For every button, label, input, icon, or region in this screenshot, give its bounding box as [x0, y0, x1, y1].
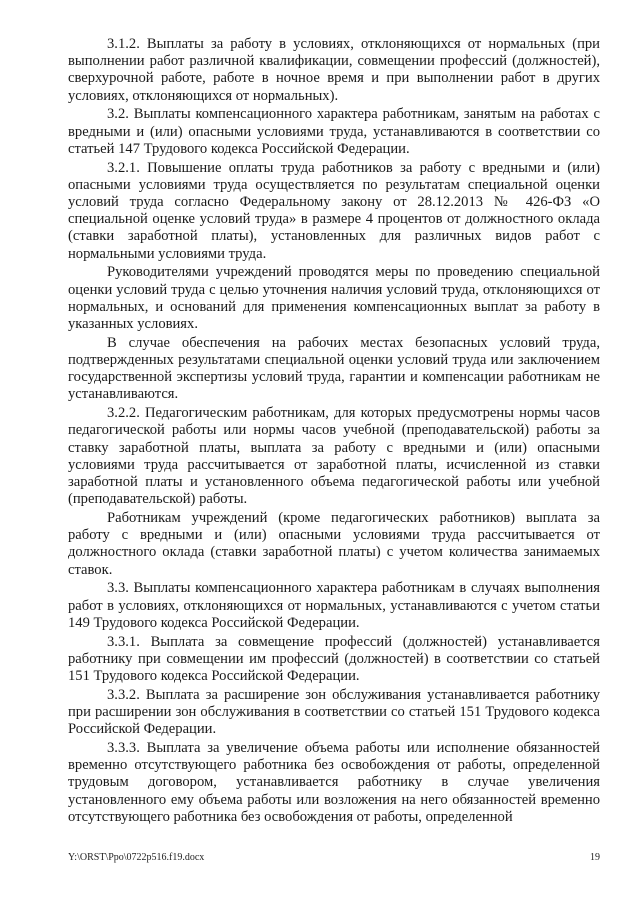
paragraph-3-2: 3.2. Выплаты компенсационного характера работникам, занятым на работах с вредными и (или) опасными условиями труда, устанавливаются в соответствии со статьей 147 Трудового кодекса Российской Федерации.	[68, 106, 600, 157]
document-body	[68, 36, 600, 828]
paragraph-non-teaching-staff: Работникам учреждений (кроме педагогических работников) выплата за работу с вредными и (или) опасными условиями труда рассчитывается от должностного оклада (ставки заработной платы) с учетом количества занимаемых ставок.	[68, 510, 600, 578]
paragraph-3-3-2: 3.3.2. Выплата за расширение зон обслуживания устанавливается работнику при расширении зон обслуживания в соответствии со статьей 151 Трудового кодекса Российской Федерации.	[68, 686, 600, 738]
paragraph-3-2-1: 3.2.1. Повышение оплаты труда работников за работу с вредными и (или) опасными условиями труда осуществляется по результатам специальной оценки условий труда согласно Федеральному закону от 28.12.2013 № 426-ФЗ «О специальной оценке условий труда» в размере 4 процентов от должностного оклада (ставки заработной платы), установленных для различных видов работ с нормальными условиями труда.	[68, 159, 600, 262]
paragraph-heads-of-institutions: Руководителями учреждений проводятся меры по проведению специальной оценки условий труда с целью уточнения наличия условий труда, отклоняющихся от нормальных, и оснований для применения компенсационных выплат за работу в указанных условиях.	[68, 264, 600, 333]
page-number: 19	[590, 852, 600, 863]
paragraph-3-2-2: 3.2.2. Педагогическим работникам, для которых предусмотрены нормы часов педагогической работы или нормы часов учебной (преподавательской) работы за ставку заработной платы, выплата за работу с вредными и (или) опасными условиями труда рассчитывается от заработной платы, исчисленной из ставки заработной платы и установленного объема педагогической работы или учебной (преподавательской) работы.	[68, 405, 600, 508]
paragraph-3-3-1: 3.3.1. Выплата за совмещение профессий (должностей) устанавливается работнику при совмещении им профессий (должностей) в соответствии со статьей 151 Трудового кодекса Российской Федерации.	[68, 633, 600, 685]
paragraph-3-3: 3.3. Выплаты компенсационного характера работникам в случаях выполнения работ в условиях, отклоняющихся от нормальных, устанавливаются с учетом статьи 149 Трудового кодекса Российской Федерации.	[68, 580, 600, 631]
paragraph-3-3-3: 3.3.3. Выплата за увеличение объема работы или исполнение обязанностей временно отсутствующего работника без освобождения от работы, определенной трудовым договором, устанавливается работнику в случае увеличения установленного ему объема работы или возложения на него обязанностей временно отсутствующего работника без освобождения от работы, определенной	[68, 740, 600, 825]
paragraph-safe-conditions: В случае обеспечения на рабочих местах безопасных условий труда, подтвержденных результатами специальной оценки условий труда или заключением государственной экспертизы условий труда, гарантии и компенсации работникам не устанавливаются.	[68, 334, 600, 403]
paragraph-3-1-2: 3.1.2. Выплаты за работу в условиях, отклоняющихся от нормальных (при выполнении работ различной квалификации, совмещении профессий (должностей), сверхурочной работе, работе в ночное время и при выполнении работ в других условиях, отклоняющихся от нормальных).	[68, 36, 600, 104]
footer-file-path: Y:\ORST\Ppo\0722p516.f19.docx	[68, 852, 205, 863]
